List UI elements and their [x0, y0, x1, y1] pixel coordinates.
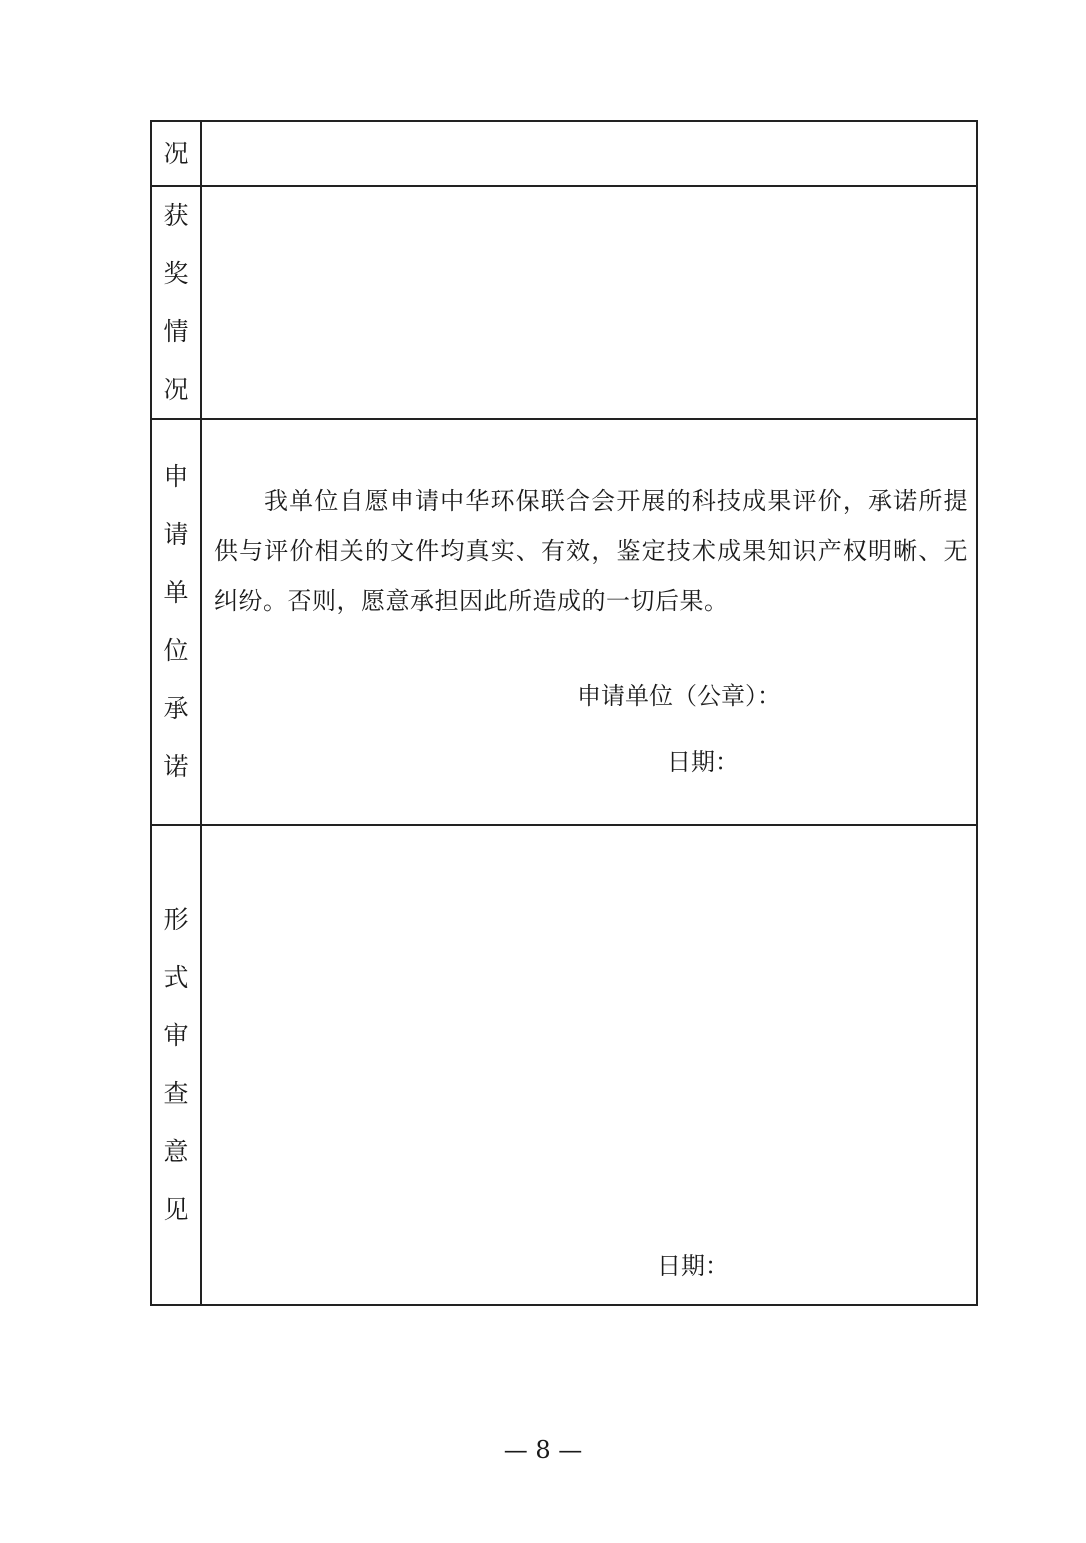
label-char: 形: [163, 905, 189, 934]
row-content: [202, 826, 976, 1304]
pledge-date-label: 日期：: [667, 748, 739, 776]
label-char: 承: [163, 694, 189, 723]
label-char: 式: [163, 963, 189, 992]
table-row-status-continued: [152, 122, 976, 187]
label-char: 审: [163, 1021, 189, 1050]
label-char: 诺: [163, 752, 189, 781]
label-char: 单: [163, 578, 189, 607]
row-content: [202, 187, 976, 418]
seal-label: 申请单位（公章）：: [577, 682, 781, 710]
label-char: 况: [163, 374, 189, 404]
label-char: 意: [163, 1137, 189, 1166]
review-date-label: 日期：: [657, 1252, 729, 1280]
pledge-text: 我单位自愿申请中华环保联合会开展的科技成果评价，承诺所提供与评价相关的文件均真实、有效，鉴定技术成果知识产权明晰、无纠纷。否则，愿意承担因此所造成的一切后果。: [214, 487, 968, 615]
row-label: [152, 826, 202, 1304]
form-table: [150, 120, 978, 1306]
label-char: 位: [163, 636, 189, 665]
row-label: [152, 187, 202, 418]
row-content: [202, 420, 976, 824]
label-char: 见: [163, 1195, 189, 1224]
row-label: [152, 420, 202, 824]
table-row-awards: [152, 187, 976, 420]
label-char: 情: [163, 316, 189, 346]
label-char: 况: [163, 138, 189, 168]
table-row-formal-review: [152, 826, 976, 1304]
label-char: 申: [163, 462, 189, 491]
label-char: 请: [163, 520, 189, 549]
row-content: [202, 122, 976, 185]
table-row-applicant-pledge: [152, 420, 976, 826]
label-char: 获: [163, 200, 189, 230]
page-number: — 8 —: [503, 1436, 583, 1464]
label-char: 奖: [163, 258, 189, 288]
label-char: 查: [163, 1079, 189, 1108]
row-label: [152, 122, 202, 185]
